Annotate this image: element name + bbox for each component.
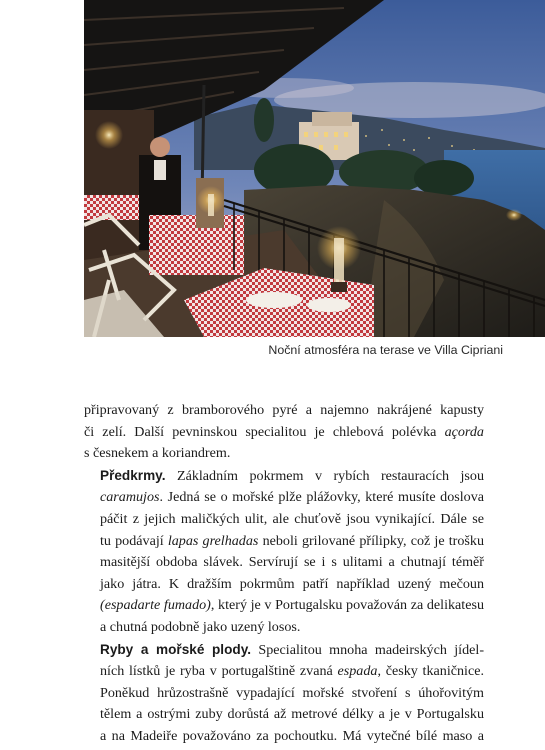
text-line: Ryby a mořské plody. Specialitou mnoha madeirských jídel- (100, 641, 485, 658)
text-line: či zelí. Další pevninskou specialitou je chlebová polévka açorda (84, 423, 484, 440)
paragraph-3 (84, 639, 484, 748)
section-heading-ryby: Ryby a mořské plody. (100, 641, 252, 657)
term-acorda: açorda (444, 423, 484, 440)
section-heading-predkrmy: Předkrmy. (100, 467, 166, 483)
text-line: a na Madeiře považováno za pochoutku. Má vytečné bílé maso a (100, 727, 484, 744)
text-line: jako játra. K dražším pokrmům patří například uzený mečoun (100, 575, 484, 592)
article-body (84, 400, 484, 748)
text-line: (espadarte fumado), který je v Portugalsku považován za delikatesu (100, 597, 485, 614)
text-line: páčit z jejich maličkých ulit, ale chuťově jsou vynikající. Dále se (100, 510, 484, 527)
text-line: připravovaný z bramborového pyré a najemno nakrájené kapusty (84, 402, 484, 418)
text-line: caramujos. Jedná se o mořské plže plážovky, které musíte doslova (100, 489, 484, 506)
term-lapas-grelhadas: lapas grelhadas (167, 532, 259, 549)
paragraph-2 (84, 465, 484, 639)
text-line: Poněkud hrůzostrašně vypadající mořské stvoření s úhořovitým (100, 684, 484, 701)
term-caramujos: caramujos (100, 489, 160, 506)
term-espada: espada (337, 663, 378, 680)
text-line: a chutná podobně jako uzený losos. (100, 618, 301, 635)
text-line: s česnekem a koriandrem. (84, 445, 231, 462)
term-espadarte-fumado: (espadarte fumado) (100, 597, 211, 614)
paragraph-1 (84, 400, 484, 465)
text-line: tělem a ostrými zuby dorůstá až metrové délky a je v Portugalsku (100, 706, 484, 723)
photo-caption: Noční atmosféra na terase ve Villa Cipriani (268, 343, 503, 357)
text-line: ních lístků je ryba v portugalštině zvaná espada, česky tkaničnice. (100, 663, 484, 680)
text-line: tu podávají lapas grelhadas neboli grilované přílipky, což je trošku (100, 532, 484, 549)
terrace-night-photo (84, 0, 545, 337)
text-line: masitější obdoba slávek. Servírují se i s ulitami a chutnají téměř (100, 554, 484, 571)
text-line: Předkrmy. Základním pokrmem v rybích restauracích jsou (100, 467, 484, 484)
